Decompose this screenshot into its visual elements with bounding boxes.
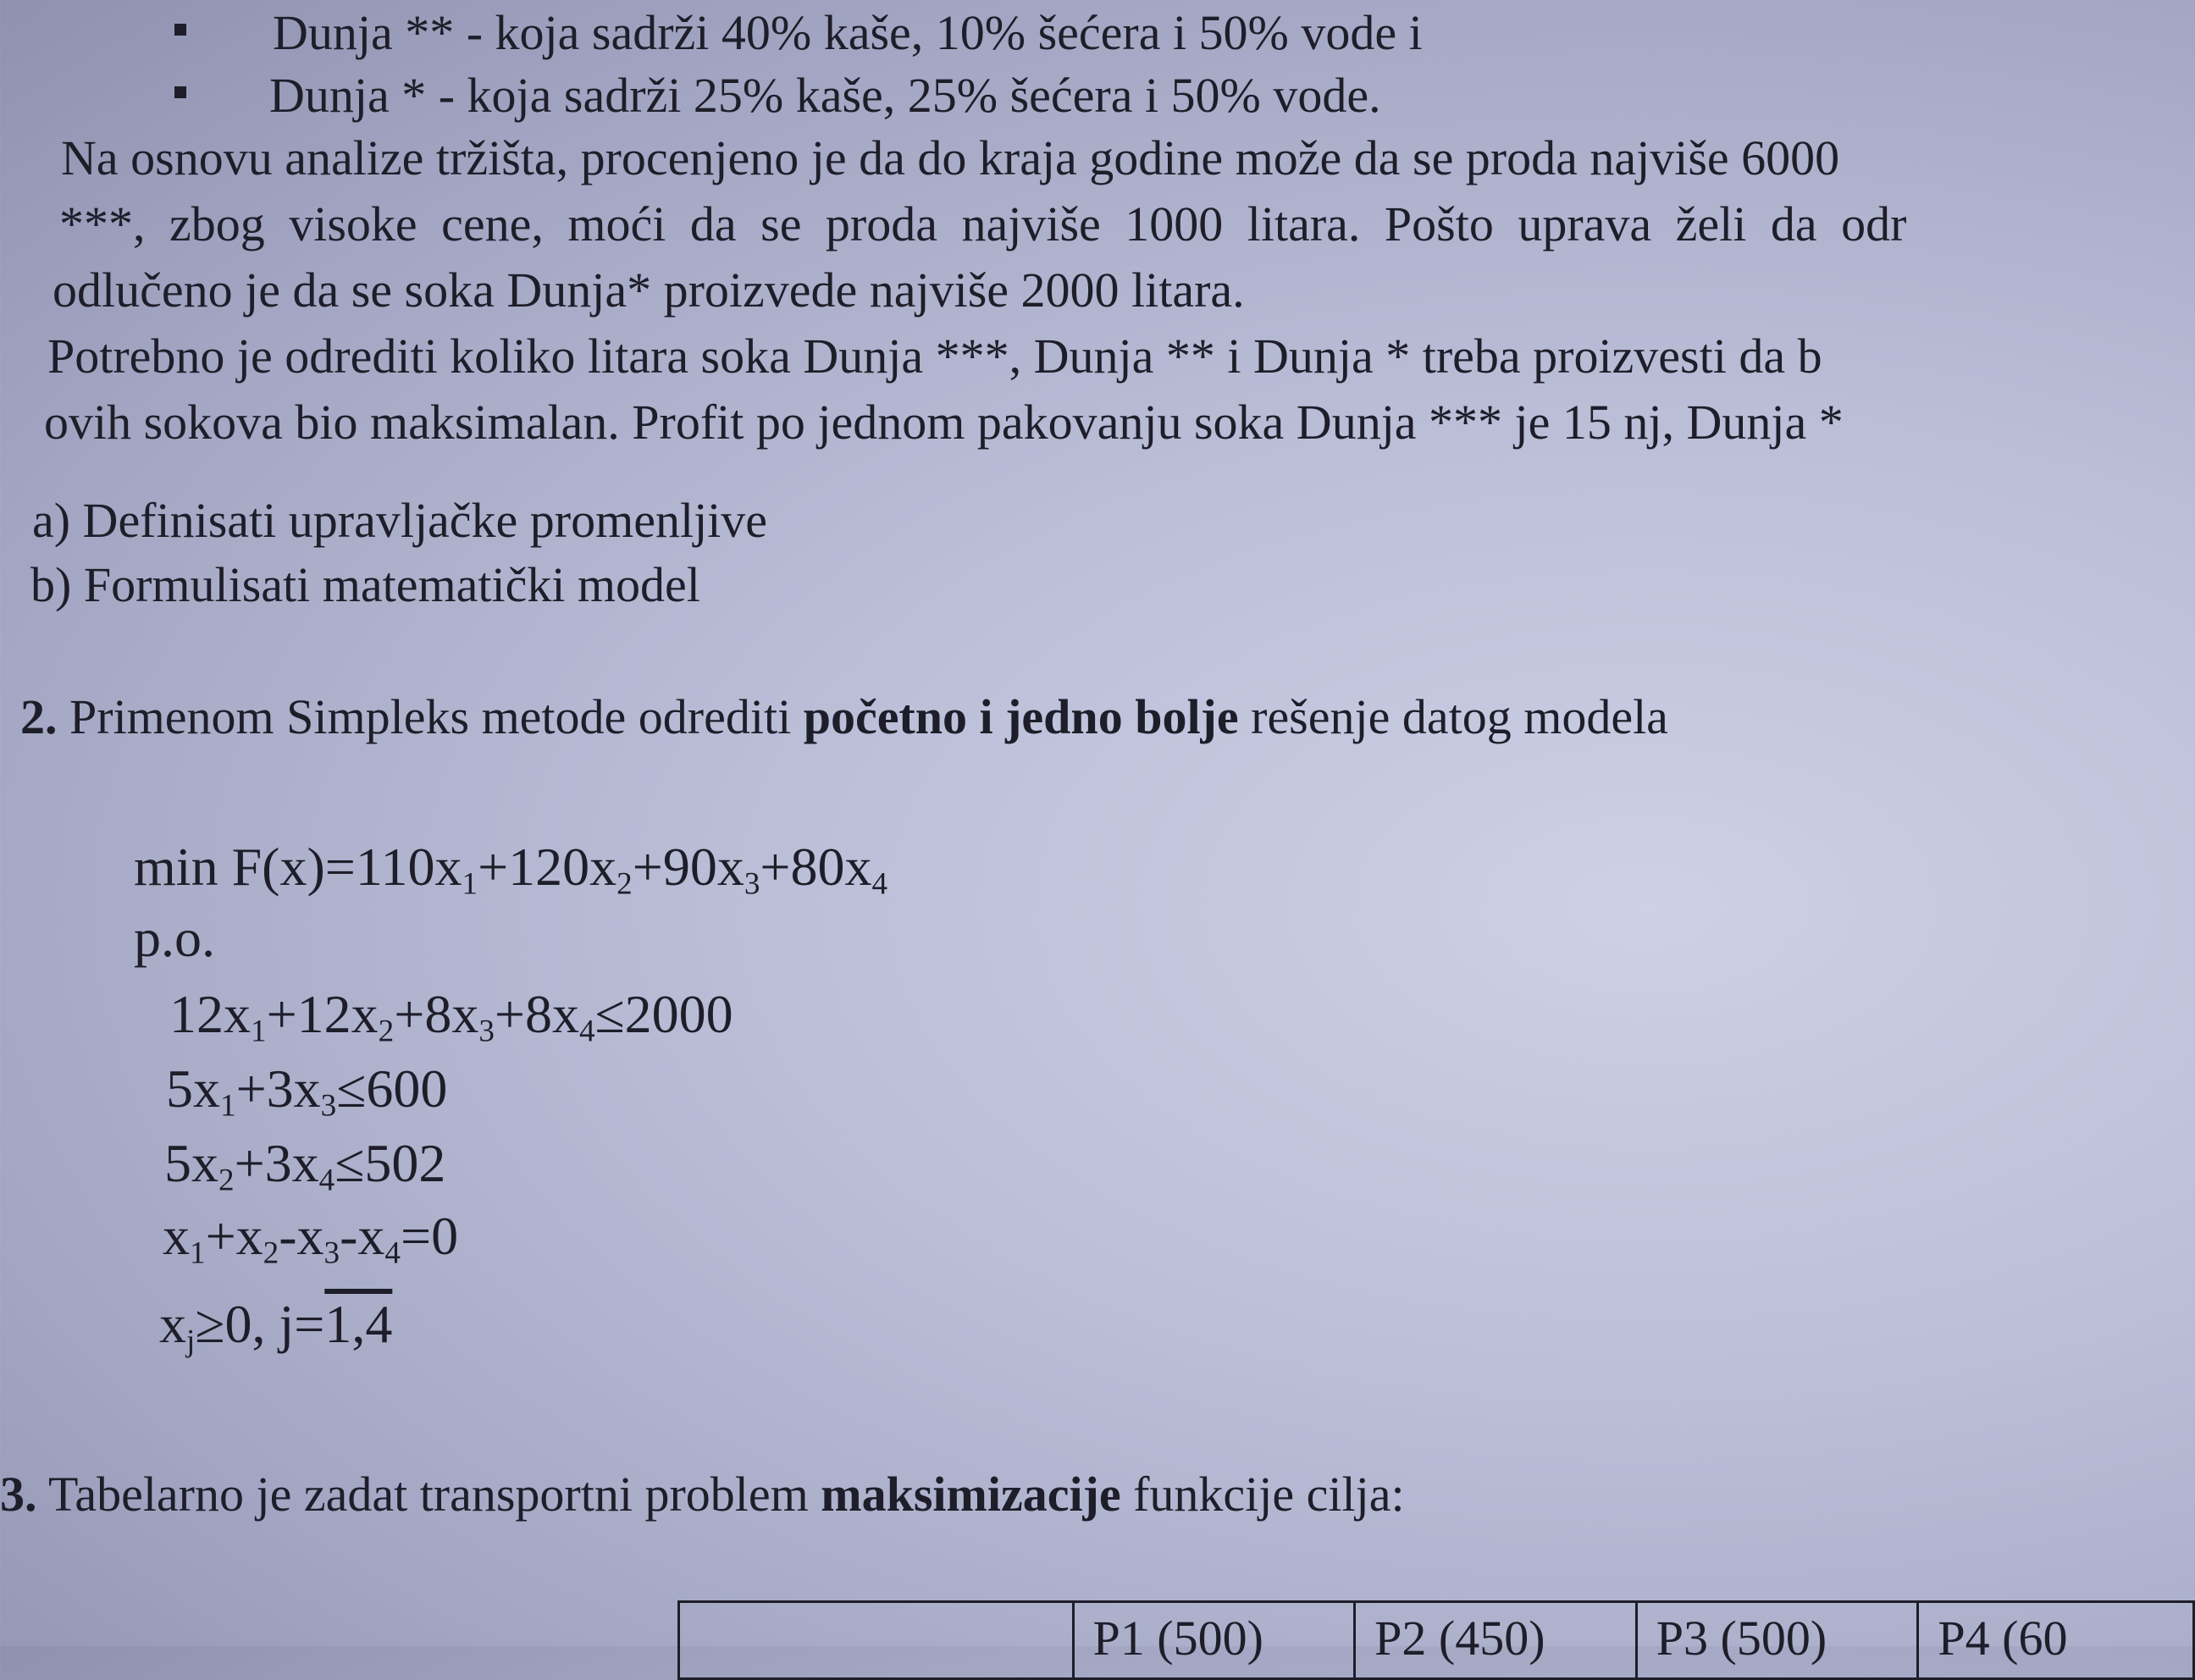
transport-table <box>677 1600 2195 1680</box>
bullet-marker <box>174 24 186 36</box>
table-header-cell: P2 (450) <box>1355 1602 1637 1679</box>
table-corner-cell <box>679 1602 1074 1679</box>
paragraph-line: Potrebno je odrediti koliko litara soka Dunja ***, Dunja ** i Dunja * treba proizvesti da b <box>47 329 1822 384</box>
constraint-1: $12x_1+12x_2+8x_3+8x_4\le 2000$ <box>169 984 733 1049</box>
problem-3-heading <box>0 1467 1405 1522</box>
paragraph-line: Na osnovu analize tržišta, procenjeno je da do kraja godine može da se proda najviše 6000 <box>61 130 1840 185</box>
problem-text: Primenom Simpleks metode odrediti <box>69 689 792 744</box>
problem-number: 2. <box>20 689 58 744</box>
index-range: 1,4 <box>324 1294 393 1354</box>
task-b: b) Formulisati matematički model <box>30 557 700 612</box>
objective-function: $\min F(x)=110x_1+120x_2+90x_3+80x_4$ <box>134 837 888 902</box>
nonnegativity-constraint: $x_j\ge 0$, j=1,4 <box>159 1294 393 1359</box>
table-header-row <box>679 1602 2194 1679</box>
problem-text-bold: početno i jedno bolje <box>803 689 1239 744</box>
subject-to-label: p.o. <box>134 908 215 968</box>
constraint-4: $x_1+x_2-x_3-x_4=0$ <box>163 1206 459 1271</box>
table-header-cell: P1 (500) <box>1073 1602 1355 1679</box>
paragraph-line: odlučeno je da se soka Dunja* proizvede najviše 2000 litara. <box>53 262 1245 318</box>
paragraph-line: ovih sokova bio maksimalan. Profit po jednom pakovanju soka Dunja *** je 15 nj, Dunja * <box>44 395 1844 450</box>
paragraph-line: ***, zbog visoke cene, moći da se proda najviše 1000 litara. Pošto uprava želi da odr <box>59 196 1907 251</box>
bullet-marker <box>174 86 186 98</box>
problem-2-heading <box>20 689 1668 744</box>
constraint-2: $5x_1+3x_3\le 600$ <box>166 1058 448 1124</box>
problem-number: 3. <box>0 1467 37 1522</box>
bullet-item: Dunja * - koja sadrži 25% kaše, 25% šećera i 50% vode. <box>269 68 1381 123</box>
problem-text: Tabelarno je zadat transportni problem <box>47 1467 809 1522</box>
table-header-cell: P3 (500) <box>1636 1602 1918 1679</box>
bullet-item: Dunja ** - koja sadrži 40% kaše, 10% šećera i 50% vode i <box>273 5 1423 60</box>
table-header-cell: P4 (60 <box>1918 1602 2194 1679</box>
task-a: a) Definisati upravljačke promenljive <box>32 493 768 548</box>
problem-text-bold: maksimizacije <box>821 1467 1121 1522</box>
problem-text: rešenje datog modela <box>1251 689 1668 744</box>
problem-text: funkcije cilja: <box>1133 1467 1405 1522</box>
constraint-3: $5x_2+3x_4\le 502$ <box>164 1133 446 1198</box>
